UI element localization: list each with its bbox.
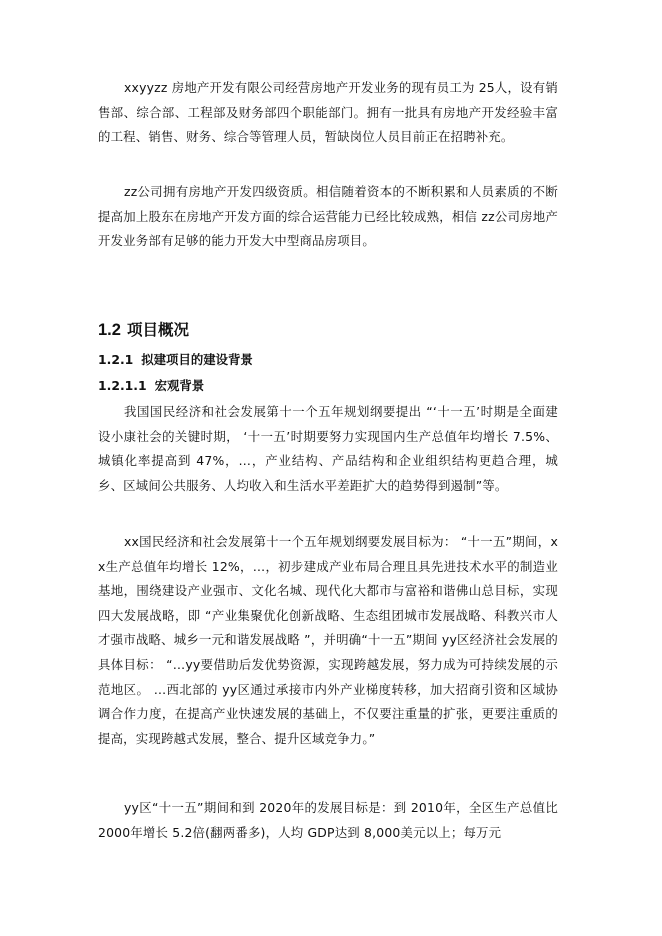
intro-paragraph-staff: xxyyzz 房地产开发有限公司经营房地产开发业务的现有员工为 25人，设有销售部、综合部、工程部及财务部四个职能部门。拥有一批具有房地产开发经验丰富的工程、销售、财务、综合等管理人员，暂缺岗位人员目前正在招聘补充。 — [98, 80, 558, 145]
subsubsection-heading — [98, 376, 204, 396]
section-heading — [98, 318, 189, 342]
body-paragraph-national-plan: 我国国民经济和社会发展第十一个五年规划纲要提出 “‘十一五’时期是全面建设小康社会的关键时期， ‘十一五’时期要努力实现国内生产总值年均增长 7.5%、城镇化率提高到 47%，…，产业结构、产品结构和企业组织结构更趋合理，城乡、区域间公共服务、人均收入和生活水平差距扩大的趋势得到遏制”等。 — [98, 404, 558, 493]
subsection-heading — [98, 350, 253, 370]
section-title: 项目概况 — [126, 321, 189, 339]
subsection-number: 1.2.1 — [98, 352, 134, 367]
body-paragraph-city-plan: xx国民经济和社会发展第十一个五年规划纲要发展目标为： “十一五”期间，xx生产总值年均增长 12%，…，初步建成产业布局合理且具先进技术水平的制造业基地，围绕建设产业强市、文化名城、现代化大都市与富裕和谐佛山总目标，实现四大发展战略，即 “产业集聚优化创新战略、生态组团城市发展战略、科教兴市人才强市战略、城乡一元和谐发展战略 ”，并明确“十一五”期间 yy区经济社会发展的具体目标： “…yy要借助后发优势资源，实现跨越发展，努力成为可持续发展的示范地区。 …西北部的 yy区通过承接市内外产业梯度转移，加大招商引资和区域协调合作力度，在提高产业快速发展的基础上，不仅要注重量的扩张，更要注重质的提高，实现跨越式发展，整合、提升区域竞争力。” — [98, 534, 558, 746]
body-paragraph-district-goals: yy区“十一五”期间和到 2020年的发展目标是：到 2010年，全区生产总值比 2000年增长 5.2倍(翻两番多)，人均 GDP达到 8,000美元以上；每万元 — [98, 800, 558, 840]
subsubsection-number: 1.2.1.1 — [98, 378, 147, 393]
subsection-title: 拟建项目的建设背景 — [141, 352, 253, 367]
section-number: 1.2 — [98, 321, 121, 339]
intro-paragraph-qualification: zz公司拥有房地产开发四级资质。相信随着资本的不断积累和人员素质的不断提高加上股东在房地产开发方面的综合运营能力已经比较成熟，相信 zz公司房地产开发业务部有足够的能力开发大中型商品房项目。 — [98, 184, 558, 249]
subsubsection-title: 宏观背景 — [154, 378, 205, 393]
